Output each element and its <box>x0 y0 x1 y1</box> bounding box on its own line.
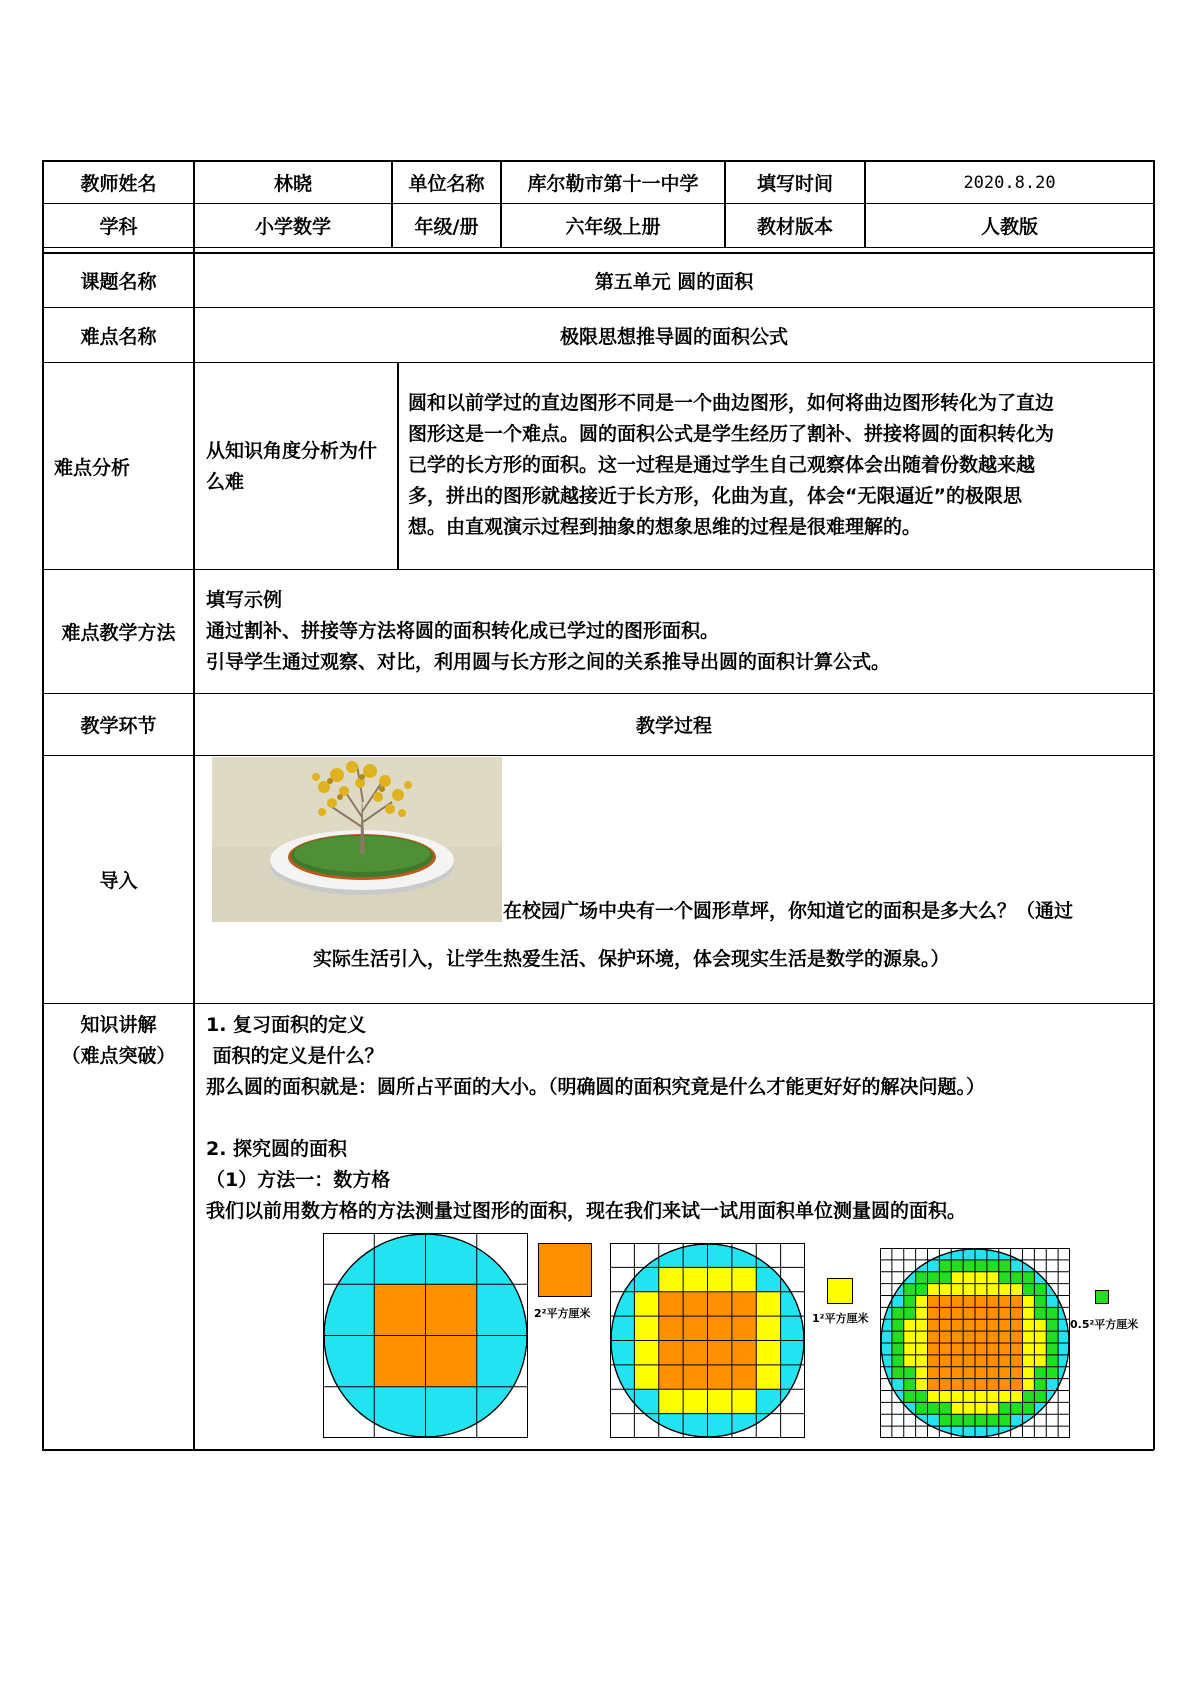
grid-cell-filled <box>904 1319 916 1331</box>
grid-cell-filled <box>987 1260 999 1272</box>
grid-cell-filled <box>1011 1284 1023 1296</box>
unit-label-05cm: 0.5²平方厘米 <box>1070 1318 1139 1331</box>
grid-cell-filled <box>939 1272 951 1284</box>
analysis-line: 圆和以前学过的直边图形不同是一个曲边图形，如何将曲边图形转化为了直边 <box>408 392 1055 414</box>
grid-cell-filled <box>951 1319 963 1331</box>
analysis-line: 想。由直观演示过程到抽象的想象思维的过程是很难理解的。 <box>408 516 922 538</box>
knowledge-label <box>44 1010 193 1072</box>
grid-cell-filled <box>951 1260 963 1272</box>
grid-cell-filled <box>999 1367 1011 1379</box>
grid-cell-filled <box>1023 1402 1035 1414</box>
grid-cell-filled <box>963 1331 975 1343</box>
analysis-text <box>408 388 1148 543</box>
grid-cell-filled <box>904 1331 916 1343</box>
grid-cell-filled <box>1034 1379 1046 1391</box>
edition-value: 人教版 <box>980 216 1038 238</box>
grid-cell-filled <box>756 1292 780 1316</box>
grid-cell-filled <box>1046 1367 1058 1379</box>
method-text <box>206 585 1146 678</box>
intro-line-1: 在校园广场中央有一个圆形草坪，你知道它的面积是多大么？（通过 <box>503 900 1074 922</box>
unit-square-2cm <box>538 1243 592 1297</box>
analysis-sub-label: 从知识角度分析为什么难 <box>206 440 378 493</box>
grid-cell-filled <box>1023 1355 1035 1367</box>
analysis-line: 已学的长方形的面积。这一过程是通过学生自己观察体会出随着份数越来越 <box>408 454 1036 476</box>
grid-cell-filled <box>683 1389 707 1413</box>
grid-cell-filled <box>987 1355 999 1367</box>
grid-cell-filled <box>916 1284 928 1296</box>
grid-cell-filled <box>916 1307 928 1319</box>
grid-cell-filled <box>975 1296 987 1308</box>
grade-value: 六年级上册 <box>565 216 661 238</box>
grid-cell-filled <box>904 1379 916 1391</box>
grid-cell-filled <box>708 1292 732 1316</box>
grid-cell-filled <box>708 1267 732 1291</box>
grid-cell-filled <box>987 1402 999 1414</box>
grid-cell-filled <box>939 1379 951 1391</box>
grid-cell-filled <box>916 1331 928 1343</box>
grid-cell-filled <box>1046 1319 1058 1331</box>
date-value: 2020.8.20 <box>963 172 1056 193</box>
grid-cell-filled <box>999 1391 1011 1403</box>
grid-cell-filled <box>1011 1343 1023 1355</box>
analysis-line: 多，拼出的图形就越接近于长方形，化曲为直，体会“无限逼近”的极限思 <box>408 485 1022 507</box>
grid-cell-filled <box>987 1379 999 1391</box>
grid-cell-filled <box>928 1272 940 1284</box>
grid-cell-filled <box>951 1296 963 1308</box>
grid-cell-filled <box>1011 1367 1023 1379</box>
grid-cell-filled <box>732 1389 756 1413</box>
grid-cell-filled <box>975 1284 987 1296</box>
grid-cell-filled <box>1011 1296 1023 1308</box>
grid-cell-filled <box>987 1284 999 1296</box>
grid-cell-filled <box>892 1355 904 1367</box>
difficulty-label: 难点名称 <box>80 325 157 348</box>
grid-cell-filled <box>892 1367 904 1379</box>
grid-cell-filled <box>999 1307 1011 1319</box>
grid-cell-filled <box>1034 1331 1046 1343</box>
grid-cell-filled <box>916 1379 928 1391</box>
grid-cell-filled <box>732 1365 756 1389</box>
grid-cell-filled <box>1011 1272 1023 1284</box>
grid-cell-filled <box>1023 1272 1035 1284</box>
grid-cell-filled <box>975 1272 987 1284</box>
grid-cell-filled <box>1046 1355 1058 1367</box>
grid-cell-filled <box>987 1391 999 1403</box>
grid-cell-filled <box>963 1367 975 1379</box>
grid-cell-filled <box>1023 1284 1035 1296</box>
grid-cell-filled <box>987 1307 999 1319</box>
grid-cell-filled <box>975 1414 987 1426</box>
grid-cell-filled <box>1023 1343 1035 1355</box>
grid-cell-filled <box>1011 1402 1023 1414</box>
grid-cell-filled <box>634 1292 658 1316</box>
difficulty-value: 极限思想推导圆的面积公式 <box>559 325 788 348</box>
grid-cell-filled <box>683 1316 707 1340</box>
grid-cell-filled <box>1011 1379 1023 1391</box>
grid-cell-filled <box>975 1402 987 1414</box>
grid-cell-filled <box>1011 1391 1023 1403</box>
grid-cell-filled <box>939 1402 951 1414</box>
grid-cell-filled <box>951 1343 963 1355</box>
grid-cell-filled <box>999 1355 1011 1367</box>
grid-cell-filled <box>732 1341 756 1365</box>
grid-cell-filled <box>999 1402 1011 1414</box>
grid-cell-filled <box>987 1319 999 1331</box>
grid-cell-filled <box>951 1355 963 1367</box>
grid-cell-filled <box>892 1307 904 1319</box>
grid-diagram-05cm <box>880 1248 1070 1438</box>
grid-cell-filled <box>975 1331 987 1343</box>
knowledge-line: 面积的定义是什么？ <box>206 1045 384 1067</box>
grid-cell-filled <box>659 1292 683 1316</box>
grid-cell-filled <box>1011 1355 1023 1367</box>
knowledge-label-line-1: 知识讲解 <box>80 1014 157 1036</box>
grid-cell-filled <box>904 1391 916 1403</box>
grid-cell-filled <box>975 1391 987 1403</box>
edition-label: 教材版本 <box>756 216 833 238</box>
grid-cell-filled <box>426 1284 477 1335</box>
process-label: 教学环节 <box>80 715 157 737</box>
grid-cell-filled <box>916 1391 928 1403</box>
grid-cell-filled <box>916 1367 928 1379</box>
grade-label: 年级/册 <box>414 216 479 238</box>
grid-cell-filled <box>987 1331 999 1343</box>
grid-cell-filled <box>756 1316 780 1340</box>
grid-cell-filled <box>975 1260 987 1272</box>
grid-cell-filled <box>939 1391 951 1403</box>
intro-label: 导入 <box>99 870 138 892</box>
grid-cell-filled <box>939 1355 951 1367</box>
knowledge-line: 1. 复习面积的定义 <box>206 1014 367 1036</box>
grid-cell-filled <box>374 1336 425 1387</box>
grid-cell-filled <box>928 1402 940 1414</box>
grid-cell-filled <box>987 1296 999 1308</box>
grid-cell-filled <box>683 1292 707 1316</box>
grid-cell-filled <box>634 1316 658 1340</box>
grid-cell-filled <box>939 1307 951 1319</box>
unit-label: 单位名称 <box>408 173 485 195</box>
grid-cell-filled <box>916 1343 928 1355</box>
grid-cell-filled <box>975 1343 987 1355</box>
subject-label: 学科 <box>99 216 138 238</box>
grid-cell-filled <box>939 1319 951 1331</box>
grid-cell-filled <box>999 1414 1011 1426</box>
grid-cell-filled <box>975 1307 987 1319</box>
grid-cell-filled <box>916 1319 928 1331</box>
unit-square-05cm <box>1095 1290 1109 1304</box>
subject-value: 小学数学 <box>254 216 331 238</box>
grid-cell-filled <box>928 1355 940 1367</box>
grid-cell-filled <box>963 1402 975 1414</box>
grid-cell-filled <box>928 1367 940 1379</box>
grid-cell-filled <box>951 1414 963 1426</box>
intro-line-2: 实际生活引入，让学生热爱生活、保护环境，体会现实生活是数学的源泉。） <box>313 948 950 970</box>
grid-cell-filled <box>1034 1284 1046 1296</box>
knowledge-line: 那么圆的面积就是：圆所占平面的大小。（明确圆的面积究竟是什么才能更好好的解决问题。） <box>206 1076 986 1098</box>
grid-cell-filled <box>928 1307 940 1319</box>
analysis-line: 图形这是一个难点。圆的面积公式是学生经历了割补、拼接将圆的面积转化为 <box>408 423 1055 445</box>
method-label: 难点教学方法 <box>61 622 176 644</box>
grid-cell-filled <box>1023 1319 1035 1331</box>
grid-cell-filled <box>975 1367 987 1379</box>
grid-diagram-2cm <box>323 1233 528 1438</box>
grid-cell-filled <box>708 1365 732 1389</box>
grid-cell-filled <box>999 1272 1011 1284</box>
unit-value: 库尔勒市第十一中学 <box>527 173 699 195</box>
grid-cell-filled <box>939 1343 951 1355</box>
grid-cell-filled <box>1046 1307 1058 1319</box>
grid-cell-filled <box>963 1260 975 1272</box>
method-line: 通过割补、拼接等方法将圆的面积转化成已学过的图形面积。 <box>206 620 720 642</box>
grid-cell-filled <box>1034 1343 1046 1355</box>
knowledge-line: 2. 探究圆的面积 <box>206 1138 348 1160</box>
grid-cell-filled <box>928 1319 940 1331</box>
grid-cell-filled <box>1034 1319 1046 1331</box>
grid-cell-filled <box>951 1307 963 1319</box>
grid-cell-filled <box>1046 1331 1058 1343</box>
grid-cell-filled <box>708 1316 732 1340</box>
grid-cell-filled <box>951 1402 963 1414</box>
grid-diagram-1cm <box>610 1243 805 1438</box>
grid-cell-filled <box>951 1272 963 1284</box>
grid-cell-filled <box>1034 1391 1046 1403</box>
unit-label-1cm: 1²平方厘米 <box>812 1312 869 1325</box>
grid-cell-filled <box>939 1414 951 1426</box>
grid-cell-filled <box>708 1389 732 1413</box>
grid-cell-filled <box>963 1355 975 1367</box>
grid-cell-filled <box>975 1319 987 1331</box>
grid-cell-filled <box>1046 1343 1058 1355</box>
grid-cell-filled <box>659 1365 683 1389</box>
grid-cell-filled <box>999 1343 1011 1355</box>
grid-cell-filled <box>951 1379 963 1391</box>
grid-cell-filled <box>963 1391 975 1403</box>
grid-cell-filled <box>987 1272 999 1284</box>
grid-cell-filled <box>659 1389 683 1413</box>
grid-cell-filled <box>963 1284 975 1296</box>
grid-cell-filled <box>1023 1367 1035 1379</box>
grid-cell-filled <box>963 1296 975 1308</box>
grid-cell-filled <box>1011 1307 1023 1319</box>
grid-cell-filled <box>659 1341 683 1365</box>
knowledge-label-line-2: （难点突破） <box>61 1045 176 1067</box>
unit-label-2cm: 2²平方厘米 <box>534 1307 591 1320</box>
grid-cell-filled <box>963 1307 975 1319</box>
grid-cell-filled <box>904 1343 916 1355</box>
grid-cell-filled <box>1011 1319 1023 1331</box>
grid-cell-filled <box>756 1341 780 1365</box>
intro-tree-image <box>212 757 502 922</box>
knowledge-line <box>206 1103 1146 1134</box>
grid-cell-filled <box>999 1296 1011 1308</box>
grid-cell-filled <box>916 1355 928 1367</box>
grid-cell-filled <box>999 1319 1011 1331</box>
grid-cell-filled <box>939 1296 951 1308</box>
topic-label: 课题名称 <box>80 270 157 293</box>
grid-cell-filled <box>904 1367 916 1379</box>
grid-cell-filled <box>975 1379 987 1391</box>
grid-cell-filled <box>951 1331 963 1343</box>
grid-cell-filled <box>963 1343 975 1355</box>
grid-cell-filled <box>963 1272 975 1284</box>
grid-cell-filled <box>634 1365 658 1389</box>
date-label: 填写时间 <box>756 173 833 195</box>
grid-cell-filled <box>1034 1296 1046 1308</box>
grid-cell-filled <box>904 1284 916 1296</box>
grid-cell-filled <box>987 1367 999 1379</box>
topic-value: 第五单元 圆的面积 <box>594 270 754 293</box>
grid-cell-filled <box>683 1341 707 1365</box>
grid-cell-filled <box>1023 1307 1035 1319</box>
grid-cell-filled <box>904 1307 916 1319</box>
teacher-value: 林晓 <box>273 173 312 195</box>
grid-cell-filled <box>659 1267 683 1291</box>
grid-cell-filled <box>928 1284 940 1296</box>
grid-cell-filled <box>1023 1296 1035 1308</box>
analysis-label: 难点分析 <box>54 456 131 479</box>
grid-cell-filled <box>732 1292 756 1316</box>
grid-cell-filled <box>634 1341 658 1365</box>
grid-cell-filled <box>892 1331 904 1343</box>
grid-cell-filled <box>928 1331 940 1343</box>
grid-cell-filled <box>975 1355 987 1367</box>
teacher-label: 教师姓名 <box>80 173 157 195</box>
grid-cell-filled <box>999 1284 1011 1296</box>
grid-cell-filled <box>963 1379 975 1391</box>
grid-cell-filled <box>916 1402 928 1414</box>
grid-cell-filled <box>1034 1307 1046 1319</box>
grid-cell-filled <box>939 1367 951 1379</box>
grid-cell-filled <box>999 1331 1011 1343</box>
grid-cell-filled <box>1023 1391 1035 1403</box>
grid-cell-filled <box>939 1284 951 1296</box>
grid-cell-filled <box>1023 1379 1035 1391</box>
grid-cell-filled <box>1034 1367 1046 1379</box>
grid-cell-filled <box>756 1365 780 1389</box>
grid-cell-filled <box>374 1284 425 1335</box>
grid-cell-filled <box>987 1414 999 1426</box>
grid-cell-filled <box>928 1379 940 1391</box>
knowledge-line: 我们以前用数方格的方法测量过图形的面积，现在我们来试一试用面积单位测量圆的面积。 <box>206 1200 967 1222</box>
grid-cell-filled <box>963 1414 975 1426</box>
unit-square-1cm <box>827 1278 853 1304</box>
grid-cell-filled <box>904 1355 916 1367</box>
grid-cell-filled <box>426 1336 477 1387</box>
grid-cell-filled <box>916 1272 928 1284</box>
method-line: 填写示例 <box>206 589 283 611</box>
process-value: 教学过程 <box>635 715 712 737</box>
grid-cell-filled <box>963 1319 975 1331</box>
grid-cell-filled <box>892 1319 904 1331</box>
knowledge-line: （1）方法一：数方格 <box>206 1169 391 1191</box>
method-line: 引导学生通过观察、对比，利用圆与长方形之间的关系推导出圆的面积计算公式。 <box>206 651 891 673</box>
grid-cell-filled <box>939 1260 951 1272</box>
grid-cell-filled <box>708 1341 732 1365</box>
grid-cell-filled <box>1011 1331 1023 1343</box>
grid-cell-filled <box>939 1331 951 1343</box>
grid-cell-filled <box>732 1316 756 1340</box>
grid-cell-filled <box>951 1367 963 1379</box>
grid-cell-filled <box>1023 1331 1035 1343</box>
grid-cell-filled <box>951 1391 963 1403</box>
grid-cell-filled <box>659 1316 683 1340</box>
grid-cell-filled <box>928 1391 940 1403</box>
grid-cell-filled <box>683 1267 707 1291</box>
grid-cell-filled <box>732 1267 756 1291</box>
grid-cell-filled <box>1034 1355 1046 1367</box>
grid-cell-filled <box>999 1260 1011 1272</box>
grid-cell-filled <box>916 1296 928 1308</box>
grid-cell-filled <box>999 1379 1011 1391</box>
grid-cell-filled <box>683 1365 707 1389</box>
grid-cell-filled <box>951 1284 963 1296</box>
knowledge-text <box>206 1010 1146 1227</box>
grid-cell-filled <box>987 1343 999 1355</box>
grid-cell-filled <box>928 1343 940 1355</box>
grid-cell-filled <box>928 1296 940 1308</box>
grid-cell-filled <box>904 1296 916 1308</box>
grid-cell-filled <box>892 1343 904 1355</box>
